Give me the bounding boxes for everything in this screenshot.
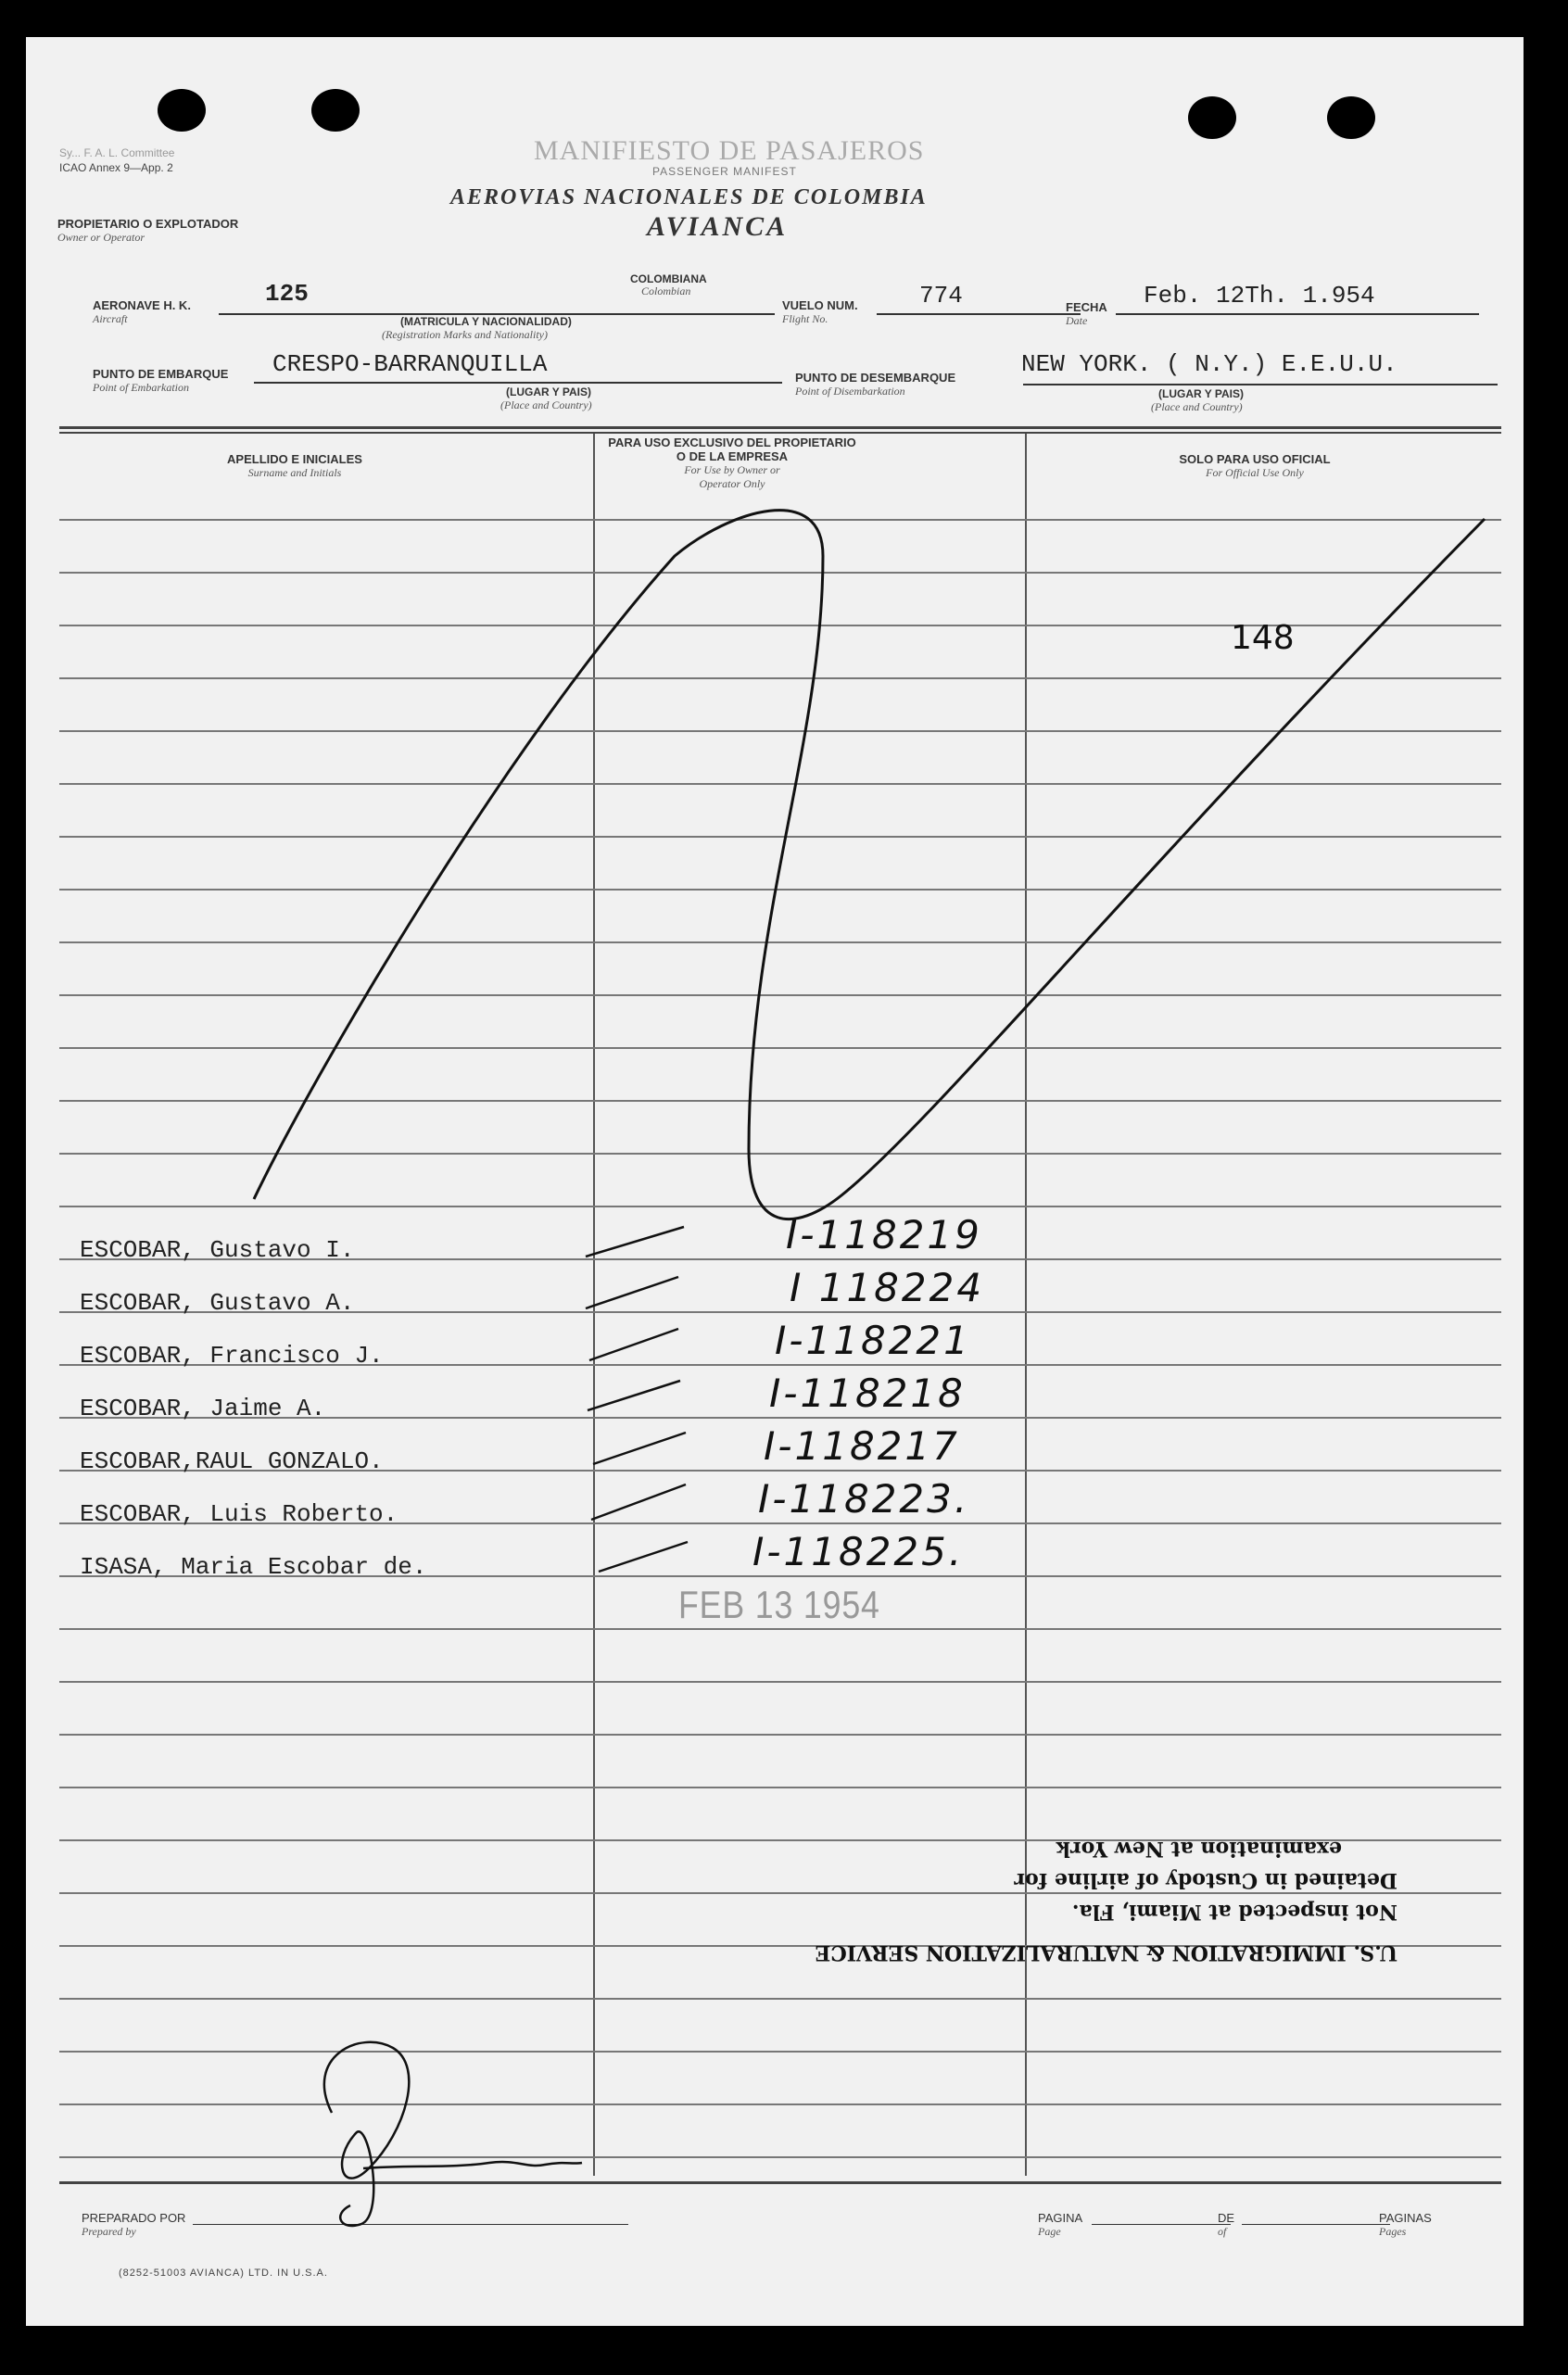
corner-reference-2: ICAO Annex 9—App. 2 bbox=[59, 161, 173, 174]
aircraft-label-es: AERONAVE H. K. bbox=[93, 298, 191, 312]
owner-label-en: Owner or Operator bbox=[57, 231, 145, 244]
passenger-name: ESCOBAR,RAUL GONZALO. bbox=[80, 1447, 384, 1475]
ink-markings bbox=[26, 37, 1524, 2326]
date-label-es: FECHA bbox=[1066, 300, 1107, 314]
pages-label-en: Pages bbox=[1379, 2225, 1407, 2238]
manifest-title-en: PASSENGER MANIFEST bbox=[652, 165, 797, 178]
of-label-en: of bbox=[1218, 2225, 1227, 2238]
disembark-place-label-en: (Place and Country) bbox=[1151, 400, 1243, 413]
owner-label-es: PROPIETARIO O EXPLOTADOR bbox=[57, 217, 239, 231]
embark-value: CRESPO-BARRANQUILLA bbox=[272, 350, 548, 378]
column-header-official-es: SOLO PARA USO OFICIAL bbox=[1179, 452, 1331, 466]
passenger-name: ESCOBAR, Gustavo I. bbox=[80, 1236, 355, 1264]
disembark-value: NEW YORK. ( N.Y.) E.E.U.U. bbox=[1021, 350, 1397, 378]
embark-place-label-en: (Place and Country) bbox=[500, 398, 592, 411]
disembark-label-es: PUNTO DE DESEMBARQUE bbox=[795, 371, 956, 385]
signature bbox=[324, 2042, 582, 2226]
nationality-value-en: Colombian bbox=[641, 284, 691, 297]
immigration-stamp-line2: Not inspected at Miami, Fla. bbox=[1071, 1900, 1397, 1924]
passenger-number: I-118225. bbox=[752, 1529, 965, 1574]
passenger-name: ISASA, Maria Escobar de. bbox=[80, 1553, 427, 1581]
embark-place-label: (LUGAR Y PAIS) bbox=[506, 385, 592, 398]
corner-reference-1: Sy... F. A. L. Committee bbox=[59, 146, 175, 159]
airline-name: AEROVIAS NACIONALES DE COLOMBIA bbox=[450, 185, 928, 209]
passenger-number: I-118217 bbox=[764, 1423, 960, 1469]
registration-label: (MATRICULA Y NACIONALIDAD) bbox=[400, 315, 572, 328]
prepared-label-es: PREPARADO POR bbox=[82, 2211, 186, 2225]
flight-value: 774 bbox=[919, 282, 963, 310]
date-value: Feb. 12Th. 1.954 bbox=[1144, 282, 1375, 310]
disembark-label-en: Point of Disembarkation bbox=[795, 385, 905, 398]
registration-label-en: (Registration Marks and Nationality) bbox=[382, 328, 548, 341]
printer-line: (8252-51003 AVIANCA) LTD. IN U.S.A. bbox=[119, 2268, 328, 2279]
column-header-operator-en-1: For Use by Owner or bbox=[684, 463, 780, 476]
cancel-loop bbox=[254, 511, 1485, 1219]
column-header-surname-en: Surname and Initials bbox=[247, 466, 342, 479]
immigration-stamp-line4: examination at New York bbox=[1056, 1837, 1342, 1861]
nationality-value: COLOMBIANA bbox=[630, 272, 707, 285]
flight-label-en: Flight No. bbox=[782, 312, 828, 325]
of-label-es: DE bbox=[1218, 2211, 1235, 2225]
disembark-place-label: (LUGAR Y PAIS) bbox=[1158, 387, 1245, 400]
immigration-stamp-line3: Detained in Custody of airline for bbox=[1014, 1868, 1397, 1892]
manifest-sheet bbox=[26, 37, 1524, 2326]
passenger-name: ESCOBAR, Gustavo A. bbox=[80, 1289, 355, 1317]
prepared-label-en: Prepared by bbox=[82, 2225, 136, 2238]
passenger-number: I-118218 bbox=[769, 1371, 966, 1416]
passenger-number: I-118223. bbox=[758, 1476, 970, 1522]
manifest-title: MANIFIESTO DE PASAJEROS bbox=[534, 135, 925, 166]
tick-marks bbox=[586, 1227, 688, 1572]
aircraft-value: 125 bbox=[265, 280, 309, 308]
embark-label-en: Point of Embarkation bbox=[93, 381, 189, 394]
passenger-number: I-118219 bbox=[786, 1212, 982, 1257]
official-number: 148 bbox=[1231, 619, 1295, 657]
column-header-operator-en-2: Operator Only bbox=[699, 477, 765, 490]
pages-label-es: PAGINAS bbox=[1379, 2211, 1432, 2225]
passenger-name: ESCOBAR, Francisco J. bbox=[80, 1342, 384, 1370]
flight-label-es: VUELO NUM. bbox=[782, 298, 858, 312]
passenger-name: ESCOBAR, Jaime A. bbox=[80, 1395, 326, 1422]
column-header-operator-es-1: PARA USO EXCLUSIVO DEL PROPIETARIO bbox=[608, 436, 856, 449]
page-label-en: Page bbox=[1038, 2225, 1061, 2238]
passenger-name: ESCOBAR, Luis Roberto. bbox=[80, 1500, 398, 1528]
page-label-es: PAGINA bbox=[1038, 2211, 1083, 2225]
column-header-surname-es: APELLIDO E INICIALES bbox=[227, 452, 362, 466]
passenger-number: I 118224 bbox=[790, 1265, 985, 1310]
date-label-en: Date bbox=[1066, 314, 1088, 327]
embark-label-es: PUNTO DE EMBARQUE bbox=[93, 367, 229, 381]
date-stamp: FEB 13 1954 bbox=[678, 1583, 880, 1626]
immigration-stamp-line1: U.S. IMMIGRATION & NATURALIZATION SERVICE bbox=[815, 1940, 1397, 1964]
column-header-official-en: For Official Use Only bbox=[1206, 466, 1304, 479]
aircraft-label-en: Aircraft bbox=[93, 312, 128, 325]
column-header-operator-es-2: O DE LA EMPRESA bbox=[676, 449, 789, 463]
passenger-number: I-118221 bbox=[775, 1318, 971, 1363]
airline-brand: AVIANCA bbox=[647, 211, 789, 242]
